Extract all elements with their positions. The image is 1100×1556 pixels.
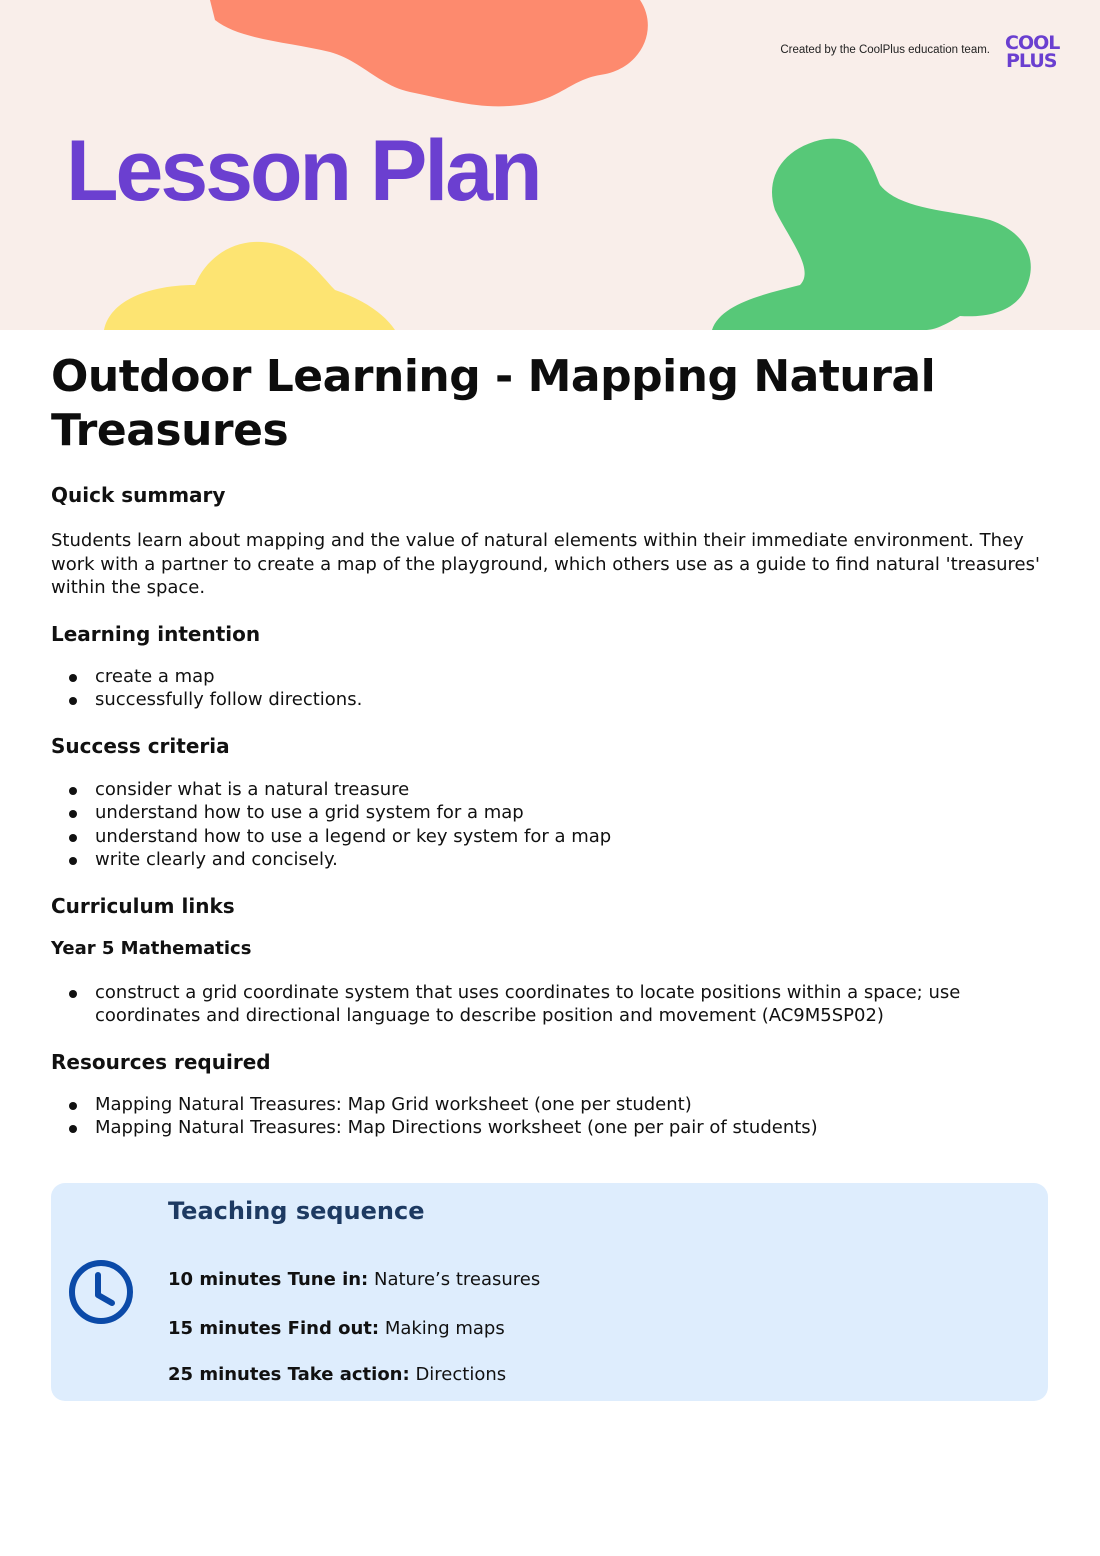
learning-intention-list xyxy=(51,665,1051,712)
logo-line2: PLUS xyxy=(1006,50,1057,72)
bullet-icon xyxy=(69,834,77,842)
coral-blob xyxy=(210,0,648,106)
learning-intention-heading: Learning intention xyxy=(51,621,261,646)
main-content xyxy=(51,350,1051,1140)
bullet-icon xyxy=(69,1102,77,1110)
curriculum-list xyxy=(51,981,1051,1028)
list-item: construct a grid coordinate system that uses coordinates to locate positions within a space; use coordinates and directional language to describe position and movement (AC9M5SP02) xyxy=(51,981,1051,1028)
bullet-icon xyxy=(69,1125,77,1133)
list-item: create a map xyxy=(51,665,1051,689)
bullet-icon xyxy=(69,810,77,818)
banner-title: Lesson Plan xyxy=(66,123,540,219)
bullet-icon xyxy=(69,787,77,795)
sequence-step-find-out: 15 minutes Find out: Making maps xyxy=(168,1318,505,1339)
sequence-step-take-action: 25 minutes Take action: Directions xyxy=(168,1364,507,1385)
quick-summary-heading: Quick summary xyxy=(51,483,226,507)
success-criteria-list xyxy=(51,778,1051,872)
bullet-icon xyxy=(69,697,77,705)
bullet-icon xyxy=(69,674,77,682)
credit-text: Created by the CoolPlus education team. xyxy=(780,44,990,56)
list-item: Mapping Natural Treasures: Map Directions worksheet (one per pair of students) xyxy=(51,1116,1051,1140)
resources-heading: Resources required xyxy=(51,1049,271,1074)
bullet-icon xyxy=(69,990,77,998)
list-item: write clearly and concisely. xyxy=(51,848,1051,872)
teaching-sequence-heading: Teaching sequence xyxy=(168,1197,425,1225)
success-criteria-heading: Success criteria xyxy=(51,733,230,758)
green-blob xyxy=(712,139,1031,330)
logo-line1: COOL xyxy=(1005,32,1060,54)
list-item: successfully follow directions. xyxy=(51,688,1051,712)
list-item: understand how to use a legend or key system for a map xyxy=(51,825,1051,849)
teaching-sequence-box xyxy=(51,1183,1048,1401)
list-item: understand how to use a grid system for a map xyxy=(51,801,1051,825)
quick-summary-text: Students learn about mapping and the value of natural elements within their immediate environment. They work with a partner to create a map of the playground, which others use as a guide to find natural 'treasures' within the space. xyxy=(51,530,1040,598)
page-title: Outdoor Learning - Mapping Natural Treasures xyxy=(51,351,936,456)
coolplus-logo xyxy=(1003,34,1067,72)
clock-icon xyxy=(67,1258,135,1326)
resources-list xyxy=(51,1093,1051,1140)
list-item: consider what is a natural treasure xyxy=(51,778,1051,802)
list-item: Mapping Natural Treasures: Map Grid worksheet (one per student) xyxy=(51,1093,1051,1117)
year-subheading: Year 5 Mathematics xyxy=(51,937,252,959)
header-banner xyxy=(0,0,1100,330)
sequence-step-tune-in: 10 minutes Tune in: Nature’s treasures xyxy=(168,1269,541,1290)
bullet-icon xyxy=(69,857,77,865)
yellow-blob xyxy=(104,242,395,330)
curriculum-links-heading: Curriculum links xyxy=(51,893,235,918)
